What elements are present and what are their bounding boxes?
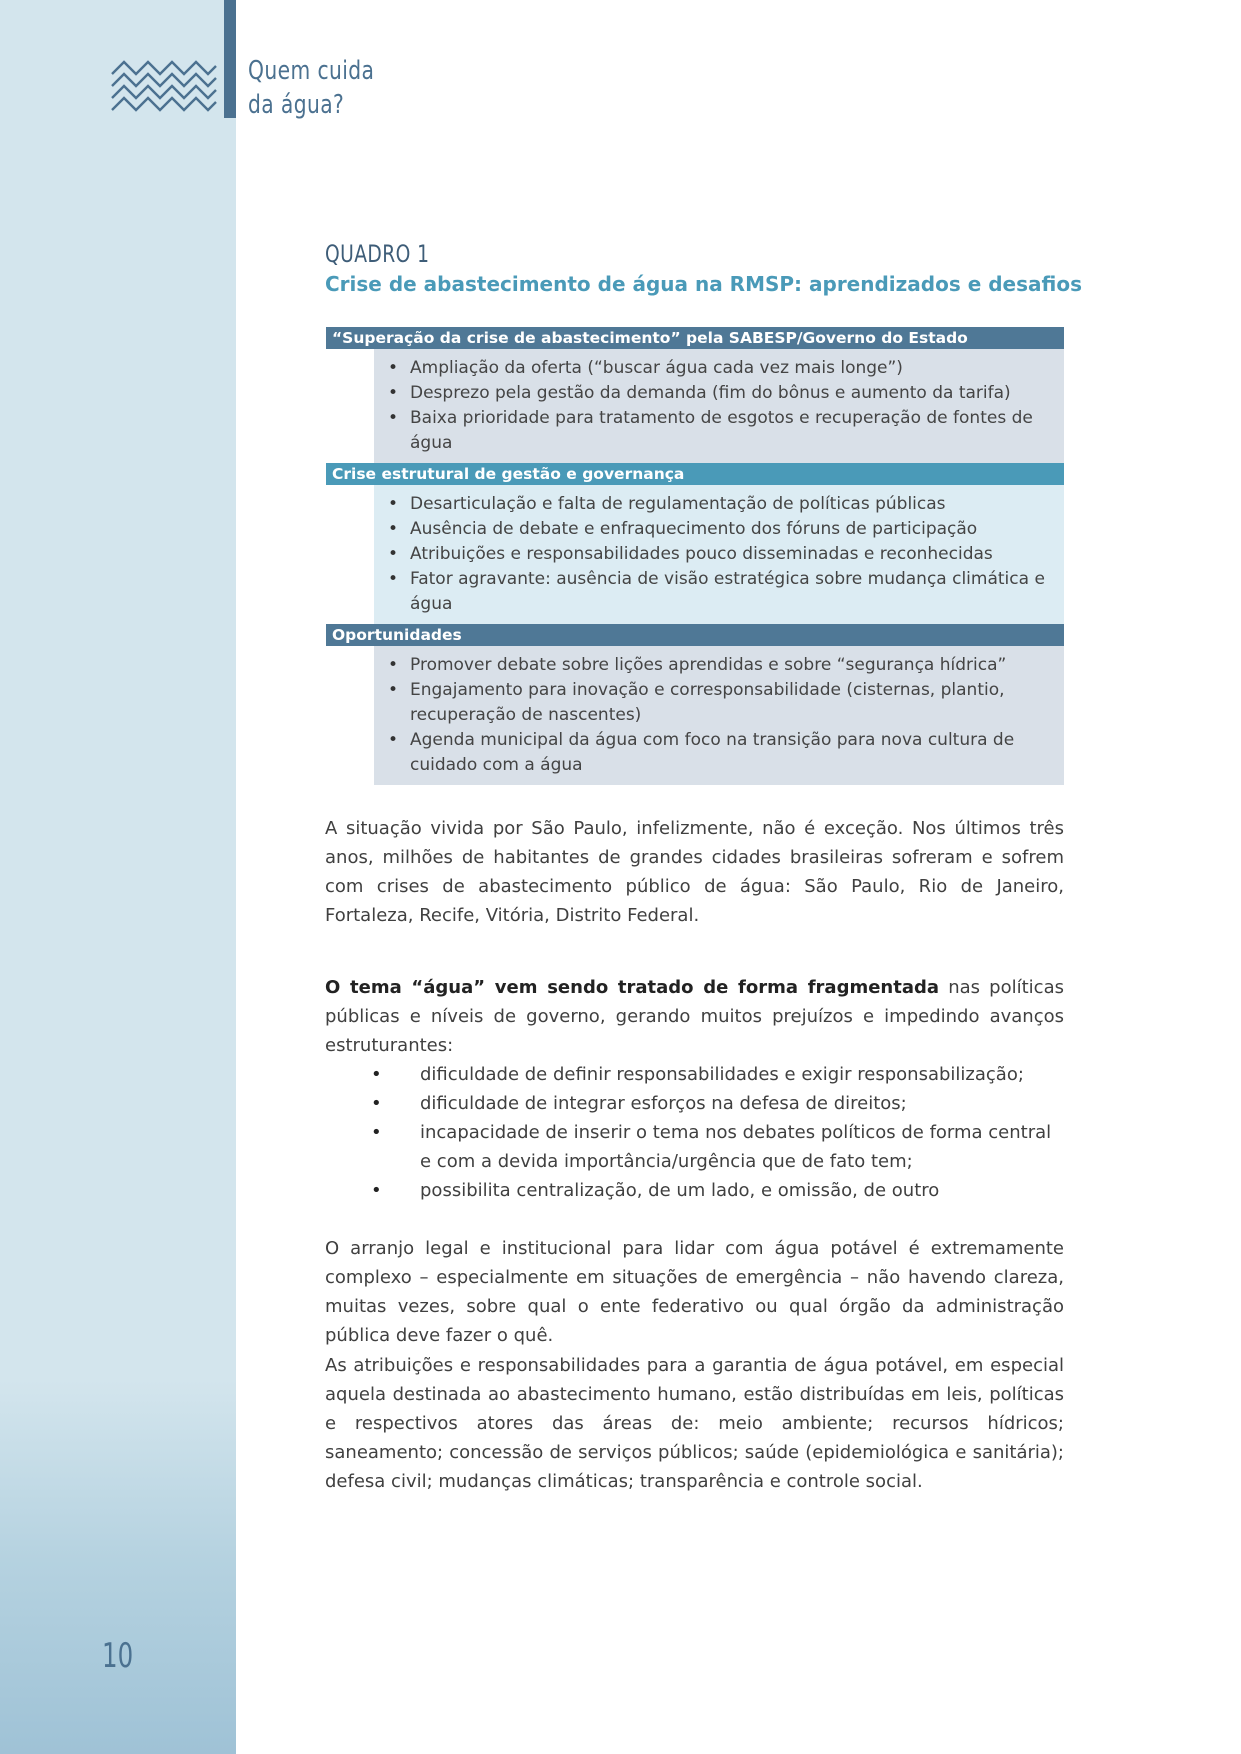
section-body [374,349,1064,463]
sidebar-band [0,0,236,1754]
list-item: • Atribuições e responsabilidades pouco disseminadas e reconhecidas [410,542,1058,567]
quadro-table [326,327,1064,785]
paragraph: As atribuições e responsabilidades para a garantia de água potável, em especial aquela destinada ao abastecimento humano, estão distribuídas em leis, políticas e respectivos atores das áreas de: meio ambiente; recursos hídricos; saneamento; concessão de serviços públicos; saúde (epidemiológica e sanitária); defesa civil; mudanças climáticas; transparência e controle social. [325,1355,1064,1492]
page-number: 10 [102,1636,134,1676]
list-item: • incapacidade de inserir o tema nos debates políticos de forma central e com a devida importância/urgência que de fato tem; [325,1118,1064,1176]
paragraph: O arranjo legal e institucional para lidar com água potável é extremamente complexo – especialmente em situações de emergência – não havendo clareza, muitas vezes, sobre qual o ente federativo ou qual órgão da administração pública deve fazer o quê. [325,1238,1064,1346]
list-item: • Baixa prioridade para tratamento de esgotos e recuperação de fontes de água [410,406,1058,456]
box-title: Crise de abastecimento de água na RMSP: aprendizados e desafios [325,272,1082,296]
wave-lines-icon [110,60,218,118]
header-accent-bar [224,0,236,118]
list-item: • Promover debate sobre lições aprendidas e sobre “segurança hídrica” [410,653,1058,678]
section-body [374,485,1064,624]
bullet-list [325,1060,1064,1205]
list-item: • dificuldade de integrar esforços na defesa de direitos; [325,1089,1064,1118]
header-title-line2: da água? [248,90,345,120]
list-item: • dificuldade de definir responsabilidades e exigir responsabilização; [325,1060,1064,1089]
list-item: • Agenda municipal da água com foco na transição para nova cultura de cuidado com a água [410,728,1058,778]
section-heading: Crise estrutural de gestão e governança [326,463,1064,485]
list-item: • Desarticulação e falta de regulamentação de políticas públicas [410,492,1058,517]
list-item: • Ausência de debate e enfraquecimento dos fóruns de participação [410,517,1058,542]
paragraph-rest: nas políticas públicas e níveis de governo, gerando muitos prejuízos e impedindo avanços estruturantes: [325,977,1064,1056]
header-title-line1: Quem cuida [248,56,375,86]
paragraph: A situação vivida por São Paulo, infelizmente, não é exceção. Nos últimos três anos, milhões de habitantes de grandes cidades brasileiras sofreram e sofrem com crises de abastecimento público de água: São Paulo, Rio de Janeiro, Fortaleza, Recife, Vitória, Distrito Federal. [325,818,1064,926]
section-heading: “Superação da crise de abastecimento” pela SABESP/Governo do Estado [326,327,1064,349]
section-heading: Oportunidades [326,624,1064,646]
list-item: • Ampliação da oferta (“buscar água cada vez mais longe”) [410,356,1058,381]
header-title [248,54,374,122]
list-item: • possibilita centralização, de um lado, e omissão, de outro [325,1176,1064,1205]
paragraph-emphasis: O tema “água” vem sendo tratado de forma fragmentada [325,977,940,998]
box-label: QUADRO 1 [325,240,430,268]
paragraph [325,973,1064,1060]
list-item: • Desprezo pela gestão da demanda (fim do bônus e aumento da tarifa) [410,381,1058,406]
list-item: • Fator agravante: ausência de visão estratégica sobre mudança climática e água [410,567,1058,617]
list-item: • Engajamento para inovação e corresponsabilidade (cisternas, plantio, recuperação de nascentes) [410,678,1058,728]
section-body [374,646,1064,785]
